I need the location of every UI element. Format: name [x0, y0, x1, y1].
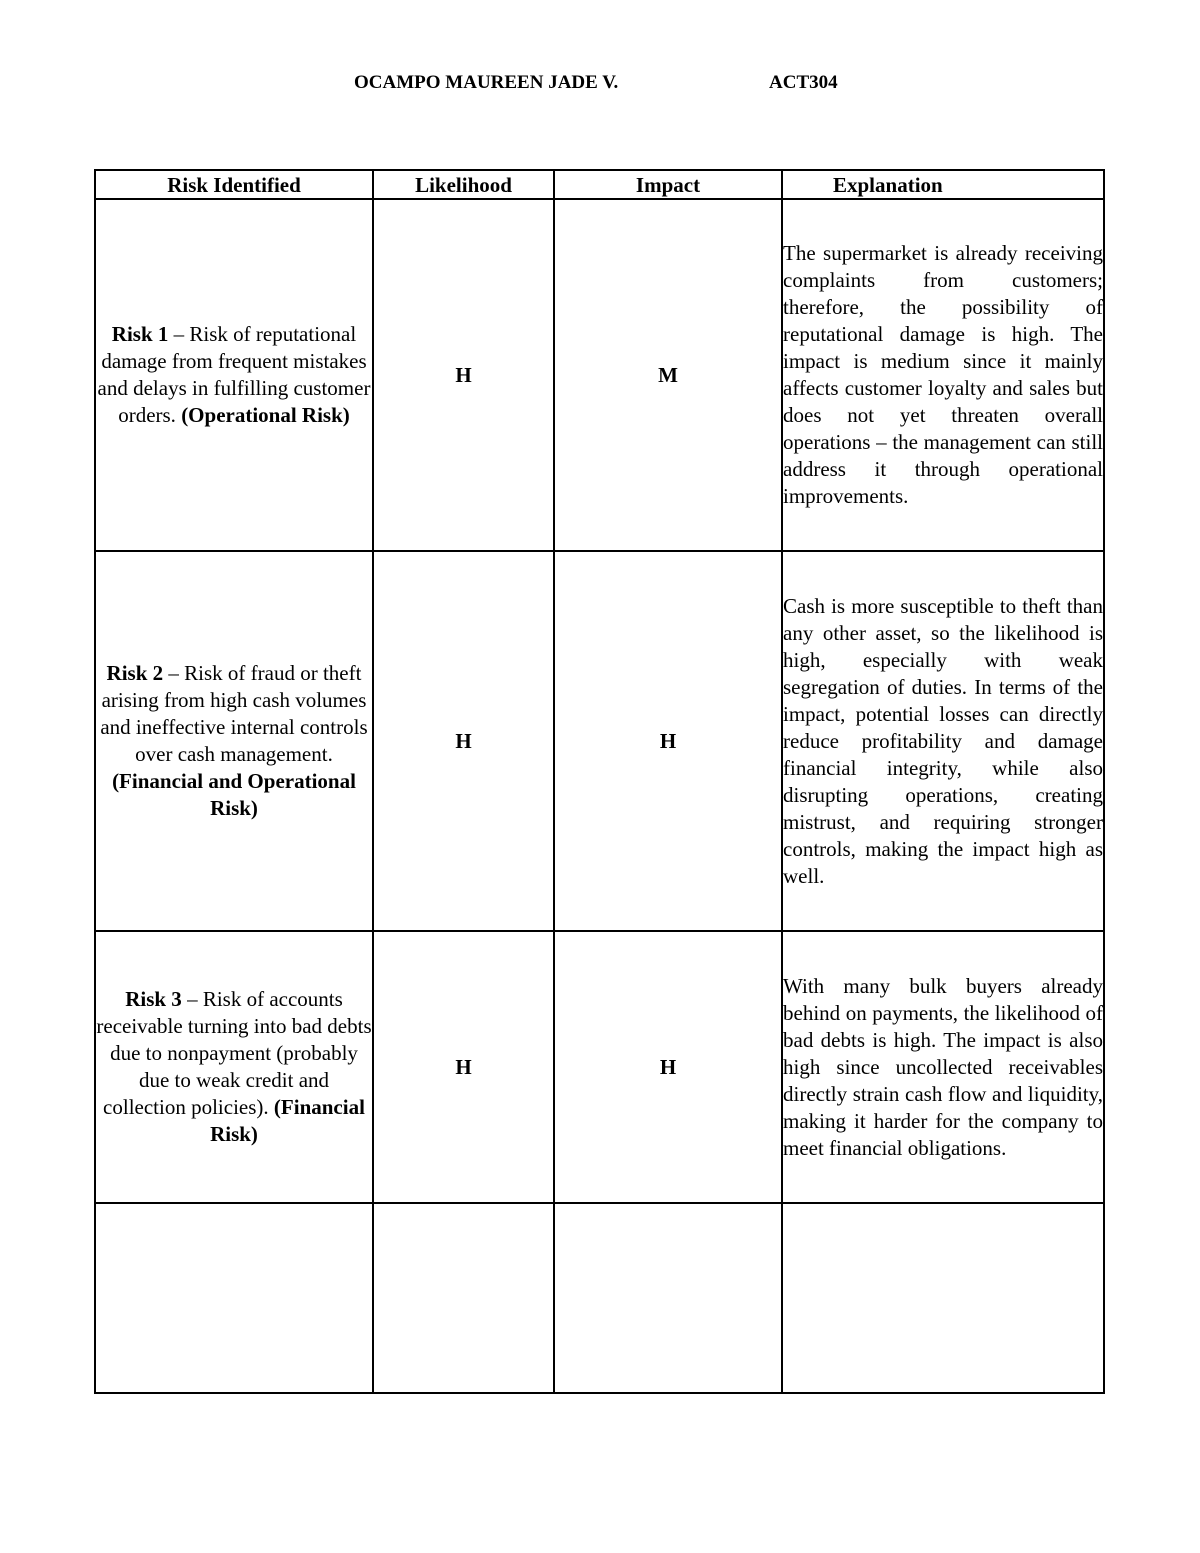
risk-assessment-table	[94, 169, 1105, 1394]
empty-table-row	[95, 1203, 1104, 1393]
empty-cell	[554, 1203, 782, 1393]
likelihood-cell: H	[373, 931, 554, 1203]
risk-identified-cell	[95, 199, 373, 551]
empty-cell	[373, 1203, 554, 1393]
impact-cell: M	[554, 199, 782, 551]
likelihood-cell: H	[373, 199, 554, 551]
table-row	[95, 551, 1104, 931]
risk-description: – Risk of reputational damage from frequent mistakes and delays in fulfilling customer orders.	[97, 322, 371, 427]
risk-label: Risk 2	[106, 661, 164, 685]
risk-description: – Risk of fraud or theft arising from high cash volumes and ineffective internal controls over cash management.	[100, 661, 368, 766]
column-header-risk: Risk Identified	[95, 170, 373, 199]
explanation-text: The supermarket is already receiving complaints from customers; therefore, the possibility of reputational damage is high. The impact is medium since it mainly affects customer loyalty and sales but does not yet threaten overall operations – the management can still address it through operational improvements.	[783, 241, 1103, 508]
explanation-cell	[782, 551, 1104, 931]
course-code: ACT304	[769, 72, 838, 93]
likelihood-cell: H	[373, 551, 554, 931]
explanation-cell	[782, 931, 1104, 1203]
risk-category: (Financial Risk)	[210, 1095, 365, 1146]
document-header	[0, 72, 1200, 98]
empty-cell	[95, 1203, 373, 1393]
risk-label: Risk 1	[111, 322, 169, 346]
impact-cell: H	[554, 551, 782, 931]
student-name: OCAMPO MAUREEN JADE V.	[354, 72, 619, 93]
risk-identified-cell	[95, 551, 373, 931]
risk-label: Risk 3	[125, 987, 182, 1011]
risk-identified-cell	[95, 931, 373, 1203]
risk-category: (Financial and Operational Risk)	[112, 769, 356, 820]
column-header-likelihood: Likelihood	[373, 170, 554, 199]
table-row	[95, 199, 1104, 551]
risk-category: (Operational Risk)	[181, 403, 350, 427]
risk-description: – Risk of accounts receivable turning into bad debts due to nonpayment (probably due to weak credit and collection policies).	[96, 987, 372, 1119]
column-header-explanation: Explanation	[782, 170, 1104, 199]
explanation-text: Cash is more susceptible to theft than any other asset, so the likelihood is high, especially with weak segregation of duties. In terms of the impact, potential losses can directly reduce profitability and damage financial integrity, while also disrupting operations, creating mistrust, and requiring stronger controls, making the impact high as well.	[783, 593, 1103, 888]
table-header-row	[95, 170, 1104, 199]
column-header-impact: Impact	[554, 170, 782, 199]
explanation-text: With many bulk buyers already behind on payments, the likelihood of bad debts is high. The impact is also high since uncollected receivables directly strain cash flow and liquidity, making it harder for the company to meet financial obligations.	[783, 973, 1103, 1160]
empty-cell	[782, 1203, 1104, 1393]
impact-cell: H	[554, 931, 782, 1203]
table-row	[95, 931, 1104, 1203]
explanation-cell	[782, 199, 1104, 551]
